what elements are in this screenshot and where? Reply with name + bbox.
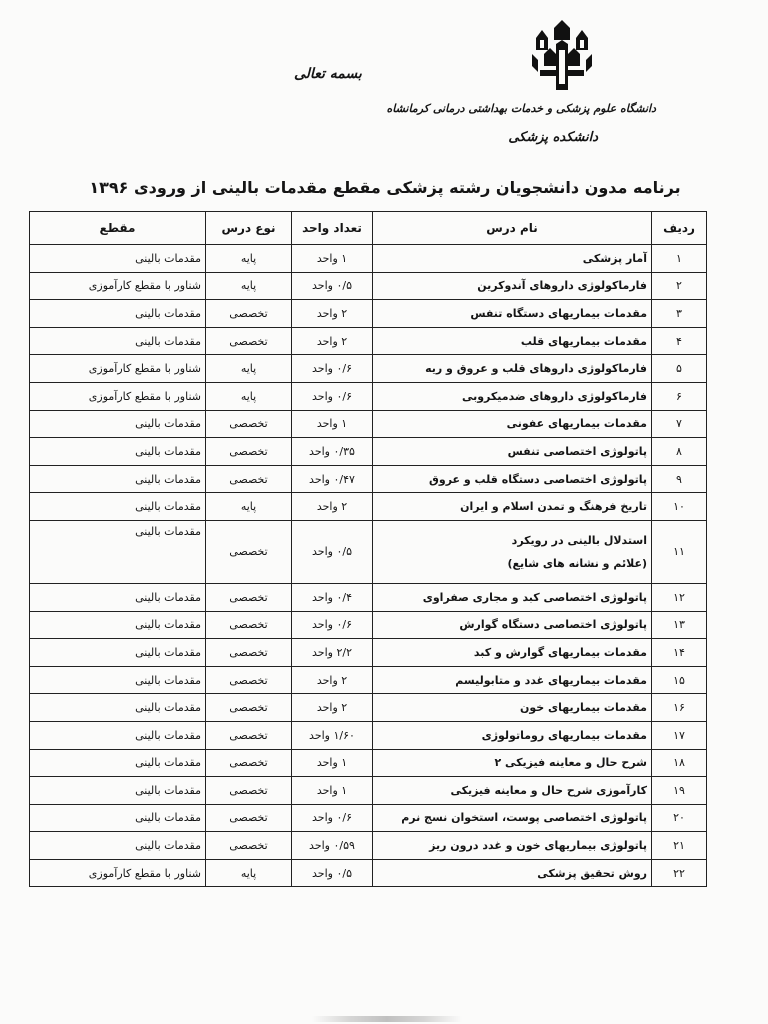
cell-course-type: تخصصی [206, 804, 292, 832]
cell-stage: شناور با مقطع کارآموزی [30, 382, 206, 410]
cell-course-name: کارآموزی شرح حال و معاینه فیزیکی [373, 777, 652, 805]
cell-stage: مقدمات بالینی [30, 465, 206, 493]
table-row [30, 721, 707, 749]
cell-course-name: فارماکولوژی داروهای ضدمیکروبی [373, 382, 652, 410]
cell-stage: مقدمات بالینی [30, 804, 206, 832]
cell-course-name: آمار پزشکی [373, 245, 652, 273]
cell-course-name: روش تحقیق پزشکی [373, 859, 652, 887]
cell-course-type: تخصصی [206, 300, 292, 328]
cell-units: ۰/۵ واحد [292, 272, 373, 300]
cell-units: ۱ واحد [292, 749, 373, 777]
cell-course-type: تخصصی [206, 327, 292, 355]
cell-radif: ۱۴ [652, 639, 707, 667]
cell-units: ۰/۵ واحد [292, 520, 373, 583]
cell-stage: مقدمات بالینی [30, 300, 206, 328]
cell-units: ۲ واحد [292, 493, 373, 521]
cell-units: ۱ واحد [292, 410, 373, 438]
cell-course-name: پاتولوژی اختصاصی دستگاه گوارش [373, 611, 652, 639]
cell-course-type: پایه [206, 493, 292, 521]
cell-units: ۲/۲ واحد [292, 639, 373, 667]
cell-stage: مقدمات بالینی [30, 520, 206, 583]
cell-radif: ۱۵ [652, 666, 707, 694]
table-row [30, 804, 707, 832]
cell-radif: ۱۳ [652, 611, 707, 639]
cell-course-name: پاتولوژی اختصاصی پوست، استخوان نسج نرم [373, 804, 652, 832]
cell-radif: ۱۶ [652, 694, 707, 722]
table-row [30, 438, 707, 466]
table-row [30, 666, 707, 694]
table-row [30, 859, 707, 887]
table-row [30, 749, 707, 777]
table-row [30, 493, 707, 521]
table-row [30, 583, 707, 611]
cell-units: ۰/۶ واحد [292, 382, 373, 410]
cell-stage: مقدمات بالینی [30, 327, 206, 355]
cell-units: ۰/۶ واحد [292, 355, 373, 383]
table-row [30, 777, 707, 805]
document-title: برنامه مدون دانشجویان رشته پزشکی مقطع مقدمات بالینی از ورودی ۱۳۹۶ [89, 178, 681, 197]
cell-course-type: تخصصی [206, 583, 292, 611]
cell-course-type: تخصصی [206, 520, 292, 583]
cell-course-type: تخصصی [206, 465, 292, 493]
cell-units: ۰/۴۷ واحد [292, 465, 373, 493]
cell-course-type: تخصصی [206, 832, 292, 860]
cell-course-type: تخصصی [206, 777, 292, 805]
cell-stage: شناور با مقطع کارآموزی [30, 355, 206, 383]
table-row [30, 382, 707, 410]
cell-course-name: فارماکولوژی داروهای آندوکرین [373, 272, 652, 300]
cell-stage: مقدمات بالینی [30, 749, 206, 777]
cell-course-name: فارماکولوژی داروهای قلب و عروق و ریه [373, 355, 652, 383]
faculty-name: دانشکده پزشکی [508, 130, 598, 145]
cell-course-type: تخصصی [206, 721, 292, 749]
cell-course-name: مقدمات بیماریهای قلب [373, 327, 652, 355]
cell-course-name: مقدمات بیماریهای دستگاه تنفس [373, 300, 652, 328]
cell-course-name: مقدمات بیماریهای گوارش و کبد [373, 639, 652, 667]
table-row [30, 410, 707, 438]
table-row [30, 245, 707, 273]
cell-units: ۰/۶ واحد [292, 611, 373, 639]
cell-radif: ۲۰ [652, 804, 707, 832]
university-name: دانشگاه علوم پزشکی و خدمات بهداشتی درمانی کرمانشاه [386, 102, 656, 115]
cell-radif: ۱۸ [652, 749, 707, 777]
cell-radif: ۲۲ [652, 859, 707, 887]
cell-course-type: پایه [206, 272, 292, 300]
course-name-text: استدلال بالینی در رویکرد [511, 533, 647, 547]
table-row [30, 327, 707, 355]
cell-course-name: پاتولوژی اختصاصی دستگاه قلب و عروق [373, 465, 652, 493]
cell-course-type: پایه [206, 355, 292, 383]
cell-units: ۰/۵ واحد [292, 859, 373, 887]
table-row [30, 272, 707, 300]
cell-course-type: تخصصی [206, 749, 292, 777]
table-row [30, 465, 707, 493]
cell-course-type: تخصصی [206, 611, 292, 639]
cell-radif: ۱۰ [652, 493, 707, 521]
header-units: تعداد واحد [292, 212, 373, 245]
cell-units: ۱ واحد [292, 245, 373, 273]
cell-radif: ۴ [652, 327, 707, 355]
cell-course-name: مقدمات بیماریهای خون [373, 694, 652, 722]
cell-course-name: مقدمات بیماریهای عفونی [373, 410, 652, 438]
cell-units: ۰/۶ واحد [292, 804, 373, 832]
cell-stage: مقدمات بالینی [30, 410, 206, 438]
cell-radif: ۳ [652, 300, 707, 328]
cell-radif: ۲۱ [652, 832, 707, 860]
cell-radif: ۷ [652, 410, 707, 438]
cell-units: ۲ واحد [292, 694, 373, 722]
cell-stage: مقدمات بالینی [30, 721, 206, 749]
cell-stage: مقدمات بالینی [30, 245, 206, 273]
cell-course-type: پایه [206, 382, 292, 410]
cell-stage: شناور با مقطع کارآموزی [30, 859, 206, 887]
scan-artifact [312, 1016, 462, 1022]
cell-course-name: مقدمات بیماریهای روماتولوژی [373, 721, 652, 749]
cell-course-type: تخصصی [206, 438, 292, 466]
cell-stage: مقدمات بالینی [30, 583, 206, 611]
cell-stage: مقدمات بالینی [30, 666, 206, 694]
cell-stage: مقدمات بالینی [30, 611, 206, 639]
course-table [29, 211, 707, 887]
table-row [30, 694, 707, 722]
table-row [30, 639, 707, 667]
university-emblem-icon [530, 20, 594, 92]
table-row [30, 832, 707, 860]
cell-units: ۱ واحد [292, 777, 373, 805]
cell-radif: ۱۹ [652, 777, 707, 805]
cell-radif: ۵ [652, 355, 707, 383]
cell-stage: مقدمات بالینی [30, 493, 206, 521]
cell-course-name: تاریخ فرهنگ و تمدن اسلام و ایران [373, 493, 652, 521]
cell-radif: ۱۱ [652, 520, 707, 583]
course-name-note: (علائم و نشانه های شایع) [507, 556, 647, 570]
cell-radif: ۱ [652, 245, 707, 273]
basmala-heading: بسمه تعالی [294, 66, 362, 82]
cell-course-type: تخصصی [206, 666, 292, 694]
header-course-type: نوع درس [206, 212, 292, 245]
cell-units: ۲ واحد [292, 300, 373, 328]
cell-radif: ۶ [652, 382, 707, 410]
cell-stage: مقدمات بالینی [30, 777, 206, 805]
table-row [30, 611, 707, 639]
cell-course-name: مقدمات بیماریهای غدد و متابولیسم [373, 666, 652, 694]
header-course-name: نام درس [373, 212, 652, 245]
cell-course-name: پاتولوژی اختصاصی تنفس [373, 438, 652, 466]
header-stage: مقطع [30, 212, 206, 245]
cell-units: ۰/۵۹ واحد [292, 832, 373, 860]
cell-stage: مقدمات بالینی [30, 832, 206, 860]
cell-units: ۲ واحد [292, 327, 373, 355]
cell-stage: مقدمات بالینی [30, 438, 206, 466]
cell-course-type: پایه [206, 245, 292, 273]
cell-radif: ۲ [652, 272, 707, 300]
table-row [30, 300, 707, 328]
cell-course-name: شرح حال و معاینه فیزیکی ۲ [373, 749, 652, 777]
cell-radif: ۱۲ [652, 583, 707, 611]
cell-units: ۱/۶۰ واحد [292, 721, 373, 749]
cell-stage: شناور با مقطع کارآموزی [30, 272, 206, 300]
cell-radif: ۱۷ [652, 721, 707, 749]
cell-course-type: تخصصی [206, 410, 292, 438]
cell-course-type: پایه [206, 859, 292, 887]
cell-stage: مقدمات بالینی [30, 639, 206, 667]
cell-course-type: تخصصی [206, 694, 292, 722]
table-row [30, 520, 707, 583]
cell-course-name: پاتولوژی اختصاصی کبد و مجاری صفراوی [373, 583, 652, 611]
cell-units: ۲ واحد [292, 666, 373, 694]
cell-course-type: تخصصی [206, 639, 292, 667]
table-header-row [30, 212, 707, 245]
cell-stage: مقدمات بالینی [30, 694, 206, 722]
header-radif: ردیف [652, 212, 707, 245]
table-row [30, 355, 707, 383]
cell-radif: ۸ [652, 438, 707, 466]
cell-units: ۰/۴ واحد [292, 583, 373, 611]
cell-units: ۰/۳۵ واحد [292, 438, 373, 466]
cell-course-name: پاتولوژی بیماریهای خون و غدد درون ریز [373, 832, 652, 860]
cell-course-name [373, 520, 652, 583]
cell-radif: ۹ [652, 465, 707, 493]
